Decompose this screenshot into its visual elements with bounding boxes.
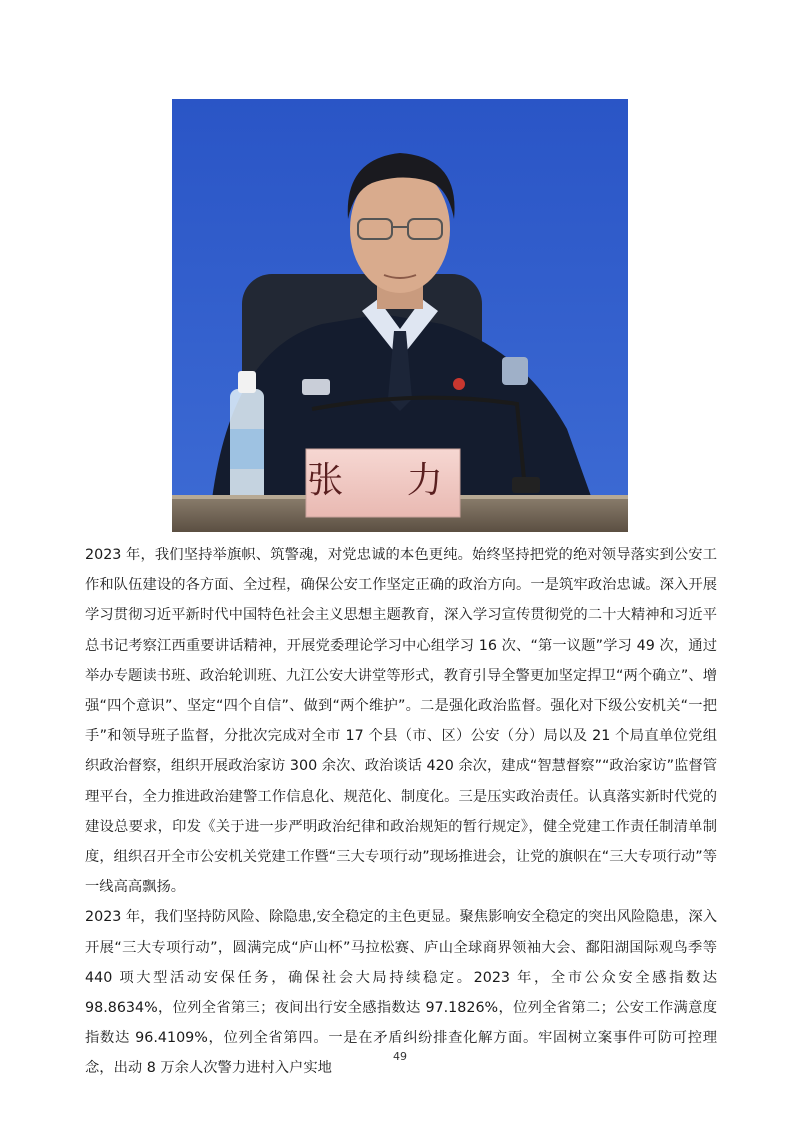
- portrait-photo: [172, 99, 628, 532]
- nameplate-label: 张 力: [307, 460, 469, 501]
- paragraph: 2023 年，我们坚持防风险、除隐患,安全稳定的主色更显。聚焦影响安全稳定的突出风险隐患，深入开展“三大专项行动”，圆满完成“庐山杯”马拉松赛、庐山全球商界领袖大会、鄱阳湖国际观鸟季等 440 项大型活动安保任务，确保社会大局持续稳定。2023 年，全市公众安全感指数达 98.8634%，位列全省第三；夜间出行安全感指数达 97.1826%，位列全省第二；公安工作满意度指数达 96.4109%，位列全省第四。一是在矛盾纠纷排查化解方面。牢固树立案事件可防可控理念，出动 8 万余人次警力进村入户实地: [85, 909, 717, 1077]
- paragraph: 2023 年，我们坚持举旗帜、筑警魂，对党忠诚的本色更纯。始终坚持把党的绝对领导落实到公安工作和队伍建设的各方面、全过程，确保公安工作坚定正确的政治方向。一是筑牢政治忠诚。深入开展学习贯彻习近平新时代中国特色社会主义思想主题教育，深入学习宣传贯彻党的二十大精神和习近平总书记考察江西重要讲话精神，开展党委理论学习中心组学习 16 次、“第一议题”学习 49 次，通过举办专题读书班、政治轮训班、九江公安大讲堂等形式，教育引导全警更加坚定捍卫“两个确立”、增强“四个意识”、坚定“四个自信”、做到“两个维护”。二是强化政治监督。强化对下级公安机关“一把手”和领导班子监督，分批次完成对全市 17 个县（市、区）公安（分）局以及 21 个局直单位党组织政治督察，组织开展政治家访 300 余次、政治谈话 420 余次，建成“智慧督察”“政治家访”监督管理平台，全力推进政治建警工作信息化、规范化、制度化。三是压实政治责任。认真落实新时代党的建设总要求，印发《关于进一步严明政治纪律和政治规矩的暂行规定》，健全党建工作责任制清单制度，组织召开全市公安机关党建工作暨“三大专项行动”现场推进会，让党的旗帜在“三大专项行动”等一线高高飘扬。: [85, 547, 717, 896]
- page-number: 49: [393, 1050, 407, 1063]
- body-text: [85, 540, 717, 1084]
